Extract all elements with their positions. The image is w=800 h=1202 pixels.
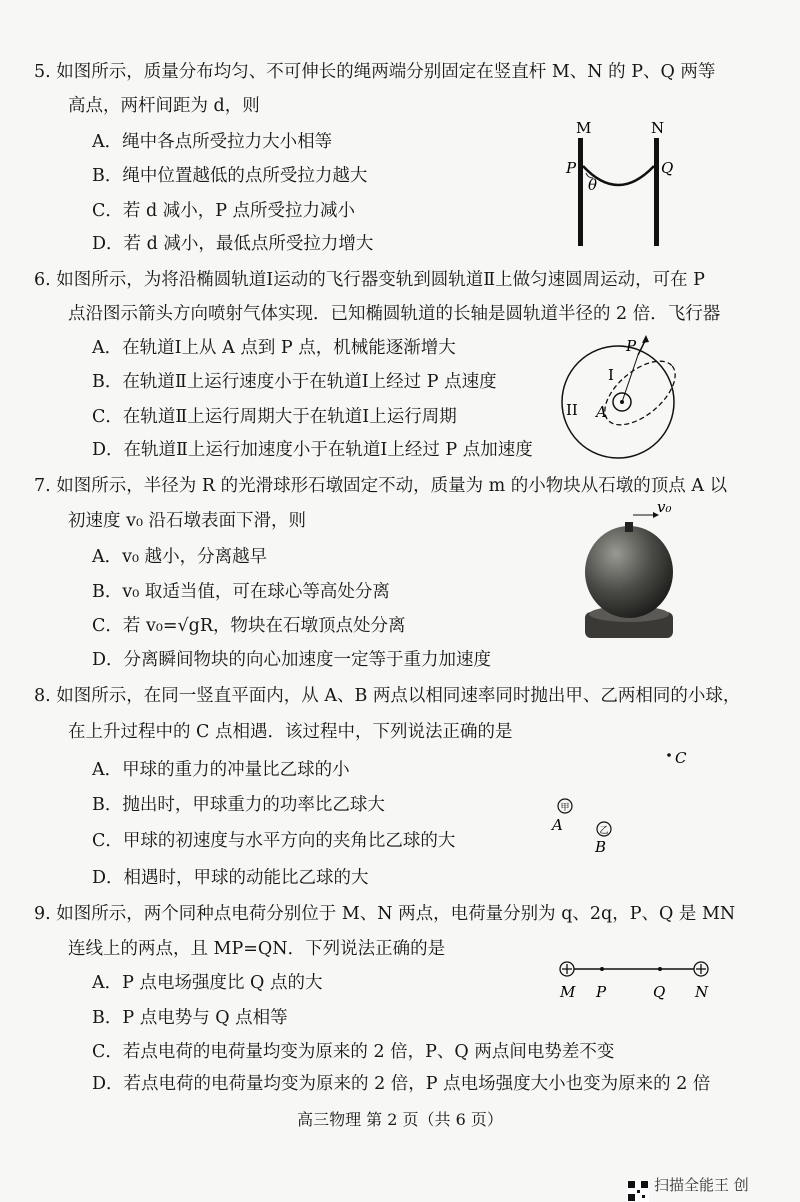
q7-option-a: A．v₀ 越小，分离越早 <box>92 547 268 567</box>
label-q: Q <box>653 983 666 1001</box>
label-a: A <box>596 403 607 421</box>
q8-option-a: A．甲球的重力的冲量比乙球的小 <box>92 760 350 780</box>
q7-stem-line1: 7. 如图所示，半径为 R 的光滑球形石墩固定不动，质量为 m 的小物块从石墩的顶点 A 以 <box>34 476 728 496</box>
label-i: I <box>608 366 614 384</box>
q5-option-b: B．绳中位置越低的点所受拉力越大 <box>92 166 368 186</box>
q7-stone-figure <box>575 500 685 650</box>
label-theta: θ <box>588 176 598 194</box>
label-ii: II <box>566 401 578 419</box>
q7-option-d: D．分离瞬间物块的向心加速度一定等于重力加速度 <box>92 650 492 670</box>
q9-charges-figure <box>555 955 715 1005</box>
q9-option-c: C．若点电荷的电荷量均变为原来的 2 倍，P、Q 两点间电势差不变 <box>92 1042 615 1062</box>
pole-m <box>578 138 583 246</box>
q7-option-b: B．v₀ 取适当值，可在球心等高处分离 <box>92 582 390 602</box>
label-m: M <box>560 983 576 1001</box>
q8-option-b: B．抛出时，甲球重力的功率比乙球大 <box>92 795 385 815</box>
label-p: P <box>626 337 637 355</box>
q9-stem-line1: 9. 如图所示，两个同种点电荷分别位于 M、N 两点，电荷量分别为 q、2q，P、Q 是 MN <box>34 904 736 924</box>
q9-option-b: B．P 点电势与 Q 点相等 <box>92 1008 288 1028</box>
q8-option-d: D．相遇时，甲球的动能比乙球的大 <box>92 868 369 888</box>
q6-option-d: D．在轨道Ⅱ上运行加速度小于在轨道Ⅰ上经过 P 点加速度 <box>92 440 533 460</box>
arrow-head-icon <box>642 335 649 343</box>
q8-projectile-figure <box>545 745 695 855</box>
label-n: N <box>651 119 665 137</box>
qr-code-icon <box>627 1180 649 1202</box>
label-p: P <box>566 159 577 177</box>
q6-stem-line1: 6. 如图所示，为将沿椭圆轨道Ⅰ运动的飞行器变轨到圆轨道Ⅱ上做匀速圆周运动，可在 P <box>34 270 705 290</box>
q6-option-b: B．在轨道Ⅱ上运行速度小于在轨道Ⅰ上经过 P 点速度 <box>92 372 497 392</box>
q5-stem-line1: 5. 如图所示，质量分布均匀、不可伸长的绳两端分别固定在竖直杆 M、N 的 P、Q 两等 <box>34 62 716 82</box>
label-a: A <box>552 816 563 834</box>
q5-rope-figure <box>560 118 680 248</box>
spherical-stone <box>585 526 673 618</box>
ball-jia-label: 甲 <box>560 803 570 813</box>
pole-n <box>654 138 659 246</box>
q7-option-c: C．若 v₀=√gR，物块在石墩顶点处分离 <box>92 616 406 636</box>
q5-stem-line2: 高点，两杆间距为 d，则 <box>68 96 260 116</box>
label-p: P <box>596 983 607 1001</box>
scanner-watermark: 扫描全能王 创 <box>654 1176 749 1194</box>
q6-option-a: A．在轨道Ⅰ上从 A 点到 P 点，机械能逐渐增大 <box>92 338 456 358</box>
radius-line <box>622 355 638 402</box>
q5-option-c: C．若 d 减小，P 点所受拉力减小 <box>92 201 356 221</box>
label-c: C <box>675 749 687 767</box>
q8-stem-line1: 8. 如图所示，在同一竖直平面内，从 A、B 两点以相同速率同时抛出甲、乙两相同的小球， <box>34 686 741 706</box>
label-n: N <box>695 983 709 1001</box>
q8-stem-line2: 在上升过程中的 C 点相遇．该过程中，下列说法正确的是 <box>68 722 513 742</box>
point-c <box>667 753 671 757</box>
page-footer: 高三物理 第 2 页（共 6 页） <box>297 1110 503 1129</box>
q6-option-c: C．在轨道Ⅱ上运行周期大于在轨道Ⅰ上运行周期 <box>92 407 457 427</box>
q8-option-c: C．甲球的初速度与水平方向的夹角比乙球的大 <box>92 831 456 851</box>
ball-yi-label: 乙 <box>599 826 609 836</box>
label-b: B <box>595 838 607 855</box>
q9-option-a: A．P 点电场强度比 Q 点的大 <box>92 973 323 993</box>
label-v0: v₀ <box>657 500 672 516</box>
q5-option-a: A．绳中各点所受拉力大小相等 <box>92 132 333 152</box>
q7-stem-line2: 初速度 v₀ 沿石墩表面下滑，则 <box>68 511 307 531</box>
point-q <box>658 967 662 971</box>
q9-option-d: D．若点电荷的电荷量均变为原来的 2 倍，P 点电场强度大小也变为原来的 2 倍 <box>92 1074 711 1094</box>
q6-stem-line2: 点沿图示箭头方向喷射气体实现．已知椭圆轨道的长轴是圆轨道半径的 2 倍．飞行器 <box>68 304 721 324</box>
q5-option-d: D．若 d 减小，最低点所受拉力增大 <box>92 234 374 254</box>
elliptical-orbit-i <box>594 349 687 437</box>
point-p <box>600 967 604 971</box>
label-m: M <box>576 119 592 137</box>
q9-stem-line2: 连线上的两点，且 MP=QN．下列说法正确的是 <box>68 939 446 959</box>
circular-orbit-ii <box>562 346 674 458</box>
label-q: Q <box>661 159 674 177</box>
block <box>625 522 633 532</box>
q6-orbit-figure <box>558 325 688 465</box>
